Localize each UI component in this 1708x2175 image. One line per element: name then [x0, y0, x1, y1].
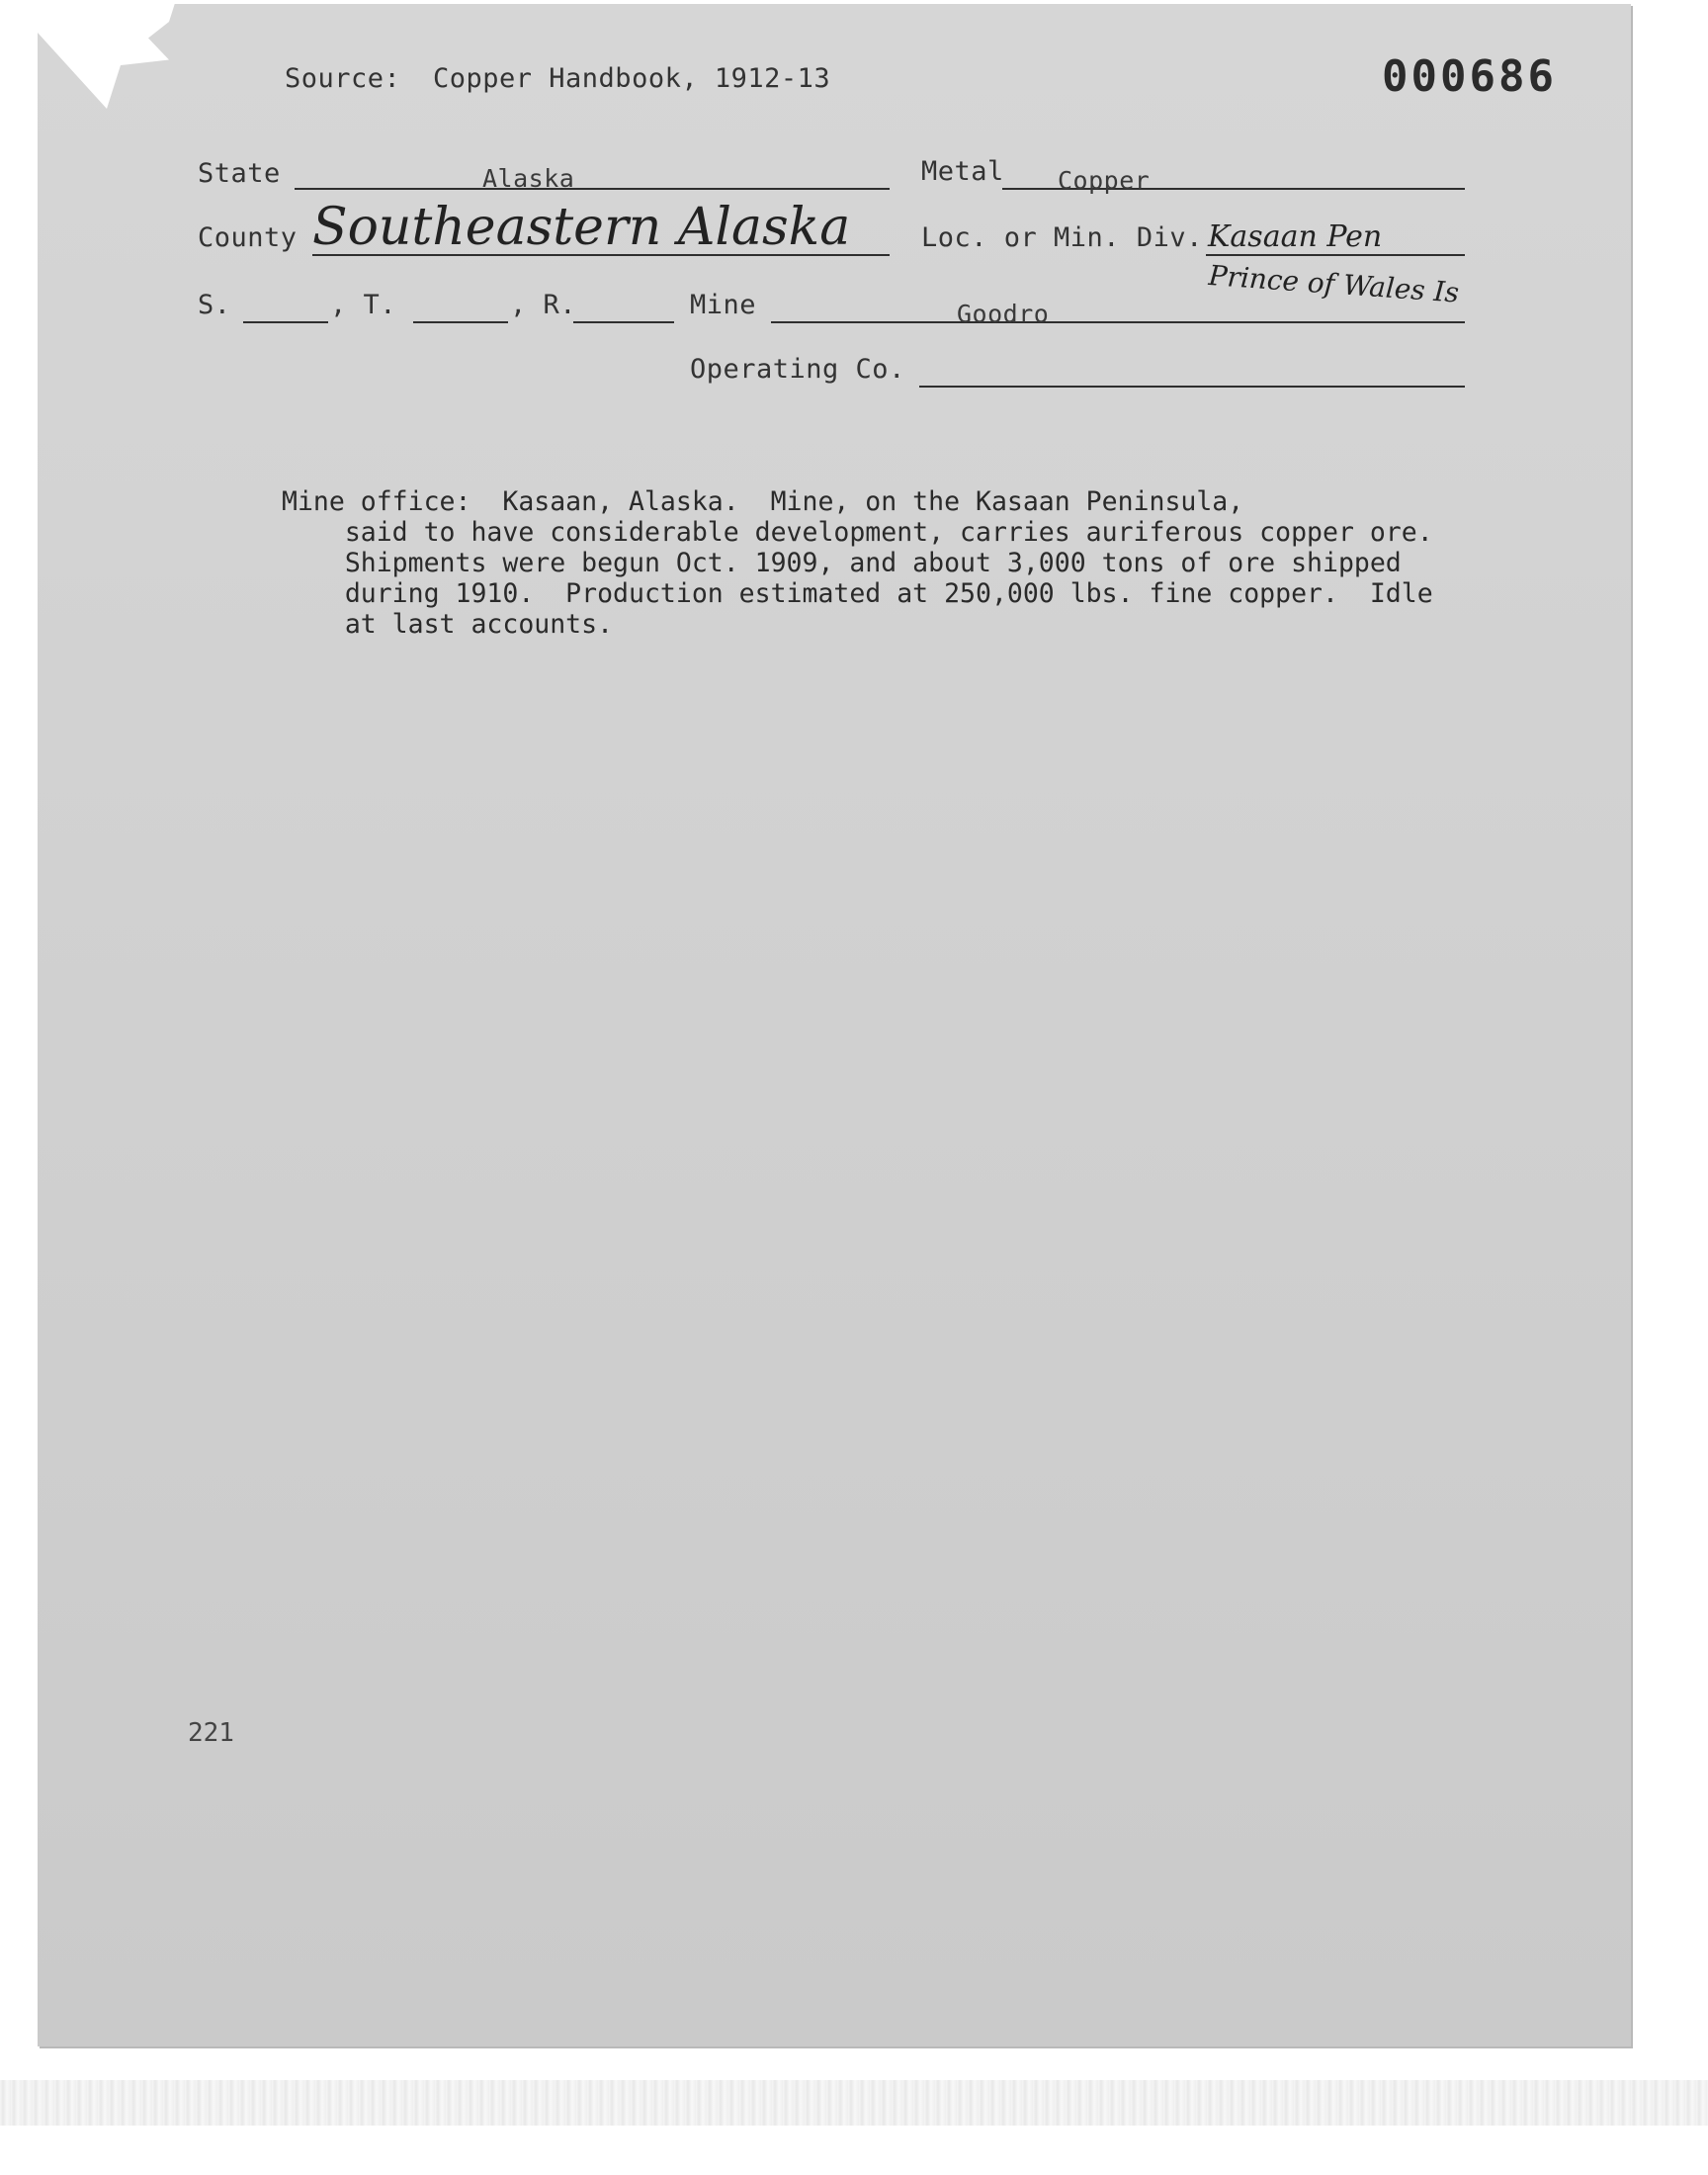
range-line	[573, 321, 674, 323]
county-label: County	[198, 222, 298, 253]
loc-label: Loc. or Min. Div.	[921, 222, 1203, 253]
section-line	[243, 321, 328, 323]
source-label: Source:	[285, 63, 401, 94]
mine-description: Mine office: Kasaan, Alaska. Mine, on the Kasaan Peninsula, said to have considerable development, carries auriferous copper ore. Shipments were begun Oct. 1909, and about 3,000 tons of ore shipped during 1910. Production estimated at 250,000 lbs. fine copper. Idle at last accounts.	[282, 486, 1433, 640]
township-line	[413, 321, 508, 323]
source-value: Copper Handbook, 1912-13	[433, 63, 831, 94]
loc-value-handwritten-1: Kasaan Pen	[1208, 219, 1383, 254]
operating-co-line	[919, 386, 1465, 388]
range-label: , R.	[510, 290, 577, 320]
section-label: S.	[198, 290, 231, 320]
township-label: , T.	[330, 290, 397, 320]
loc-value-handwritten-2: Prince of Wales Is	[1207, 259, 1461, 309]
operating-co-label: Operating Co.	[690, 354, 905, 385]
mine-line	[771, 321, 1465, 323]
document-sheet	[38, 4, 1631, 2046]
state-line	[295, 188, 890, 190]
scan-artifact-strip	[0, 2080, 1708, 2126]
metal-label: Metal	[921, 156, 1004, 187]
document-number: 000686	[1382, 51, 1557, 102]
mine-value: Goodro	[957, 300, 1050, 328]
loc-line	[1206, 254, 1465, 256]
page-number: 221	[188, 1718, 234, 1748]
mine-label: Mine	[690, 290, 757, 320]
state-value: Alaska	[482, 164, 575, 193]
county-value-handwritten: Southeastern Alaska	[312, 198, 851, 257]
state-label: State	[198, 158, 281, 189]
metal-value: Copper	[1058, 166, 1151, 195]
